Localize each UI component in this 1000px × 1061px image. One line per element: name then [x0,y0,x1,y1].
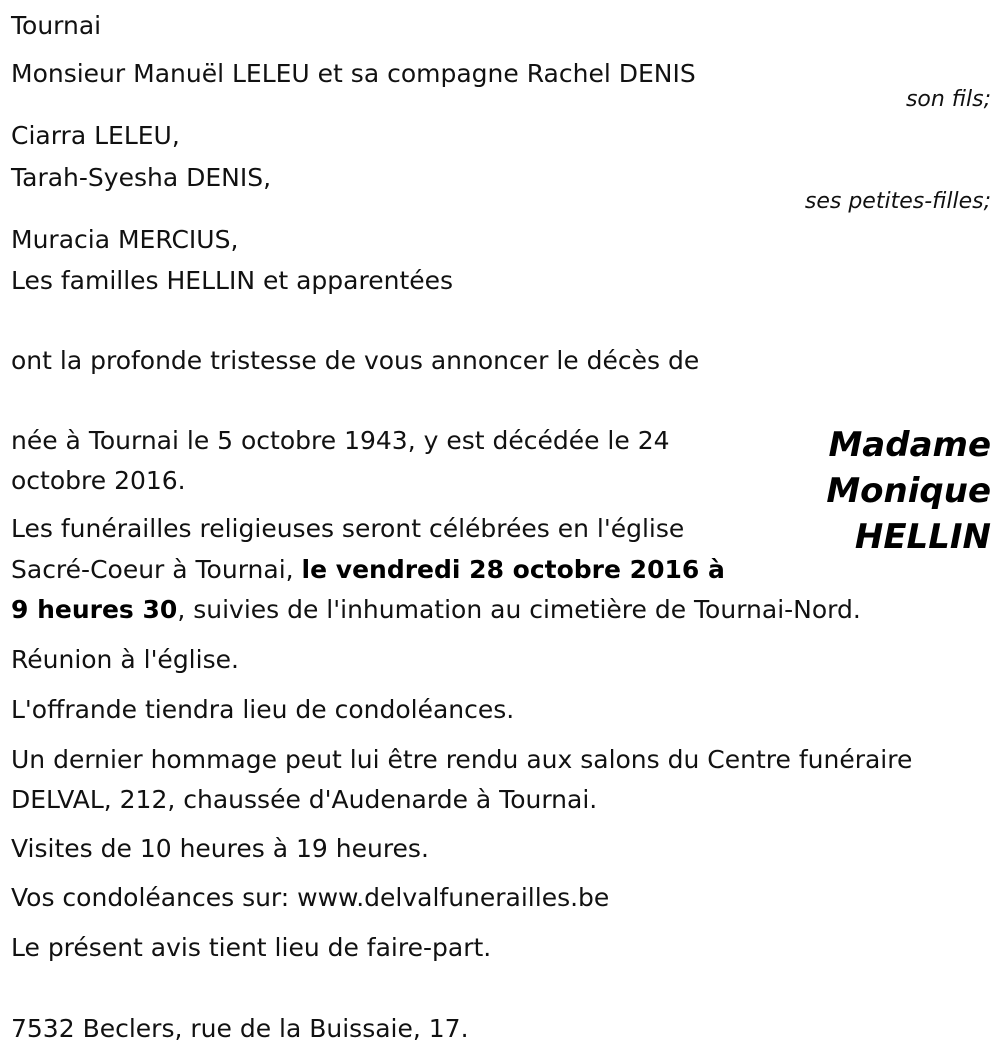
families-line: Les familles HELLIN et apparentées [11,266,454,295]
tribute-line-1: Un dernier hommage peut lui être rendu aux salons du Centre funéraire [11,745,913,774]
address-line: 7532 Beclers, rue de la Buissaie, 17. [11,1014,469,1043]
granddaughter-1: Ciarra LELEU, [11,121,180,150]
other-relative: Muracia MERCIUS, [11,225,239,254]
announcement-line: ont la profonde tristesse de vous annoncer le décès de [11,346,700,375]
granddaughters-role: ses petites-filles; [804,189,991,214]
son-line: Monsieur Manuël LELEU et sa compagne Rachel DENIS [11,59,696,88]
deceased-last-name: HELLIN [854,517,991,557]
tribute-line-2: DELVAL, 212, chaussée d'Audenarde à Tournai. [11,785,598,814]
funeral-date: le vendredi 28 octobre 2016 à [301,555,725,584]
deceased-name [826,422,991,560]
visits-line: Visites de 10 heures à 19 heures. [11,834,429,863]
deceased-first-name: Monique [826,471,991,511]
birth-death-line-2: octobre 2016. [11,466,186,495]
funeral-line-3 [11,590,861,630]
deceased-title: Madame [828,425,991,465]
condolences-line: Vos condoléances sur: www.delvalfunerailles.be [11,883,610,912]
funeral-time: 9 heures 30 [11,595,178,624]
son-role: son fils; [905,87,991,112]
notice-line: Le présent avis tient lieu de faire-part. [11,933,492,962]
burial-info: , suivies de l'inhumation au cimetière de Tournai-Nord. [177,595,861,624]
funeral-location: Sacré-Coeur à Tournai, [11,555,302,584]
offering-line: L'offrande tiendra lieu de condoléances. [11,695,515,724]
birth-death-line-1: née à Tournai le 5 octobre 1943, y est décédée le 24 [11,426,670,455]
granddaughter-2: Tarah-Syesha DENIS, [11,163,272,192]
funeral-line-2 [11,550,725,590]
city-heading: Tournai [11,11,102,40]
meeting-line: Réunion à l'église. [11,645,239,674]
funeral-line-1: Les funérailles religieuses seront célébrées en l'église [11,514,685,543]
